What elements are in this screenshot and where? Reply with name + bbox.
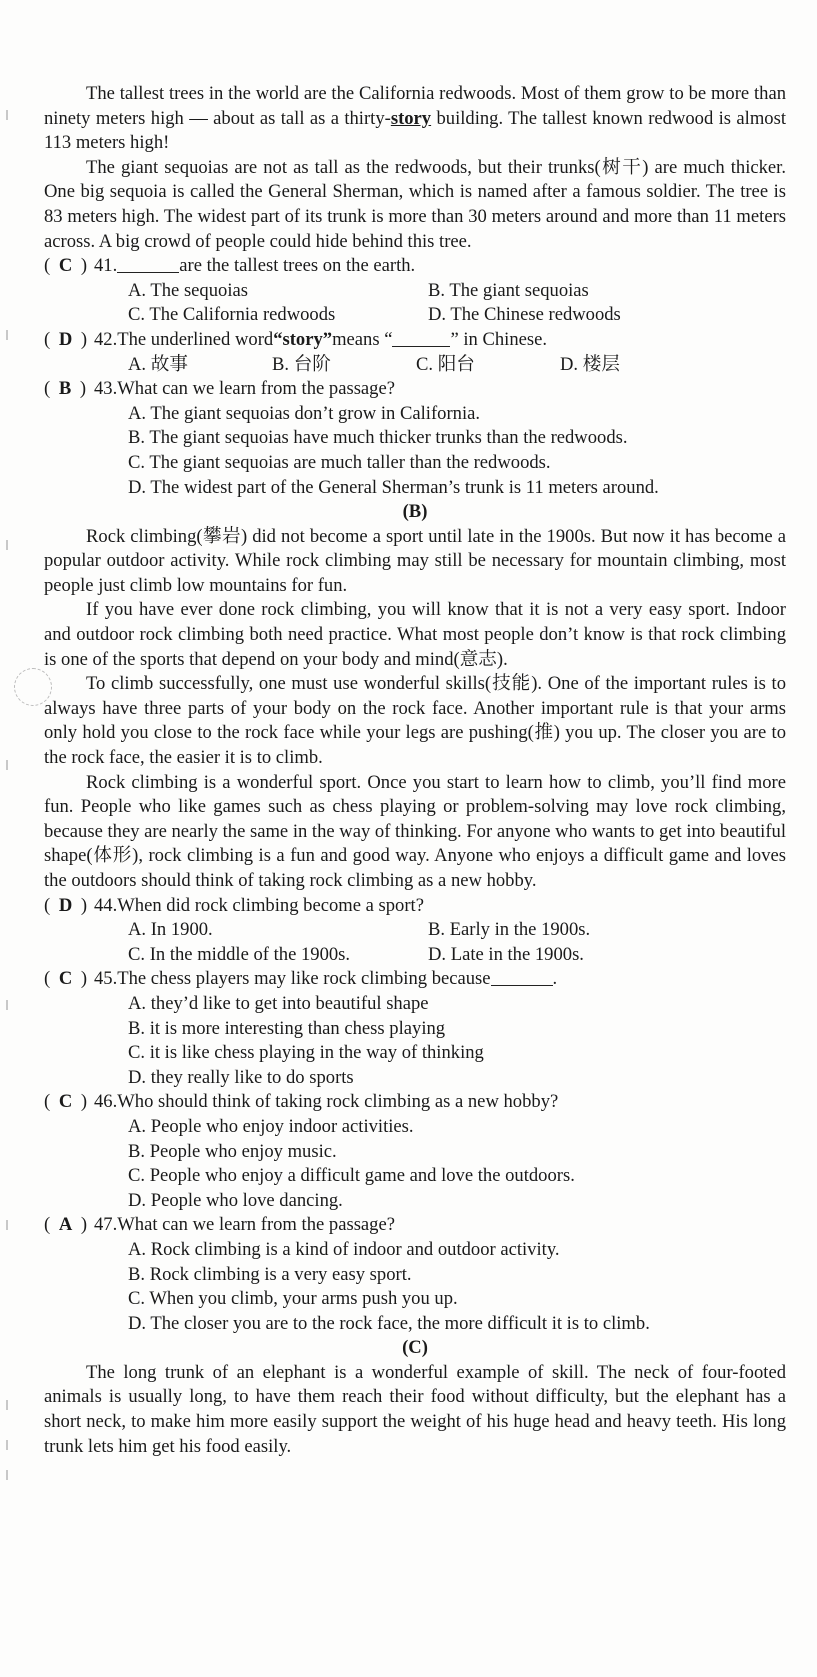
options-47 [128,1238,786,1336]
answer-letter: D [58,328,73,350]
option-a: A. they’d like to get into beautiful shape [128,992,429,1014]
answer-bracket: ( B ) [44,378,87,400]
bold-word: “story” [273,328,333,350]
passage-a-paragraph-2: The giant sequoias are not as tall as the redwoods, but their trunks(树干) are much thicker. One big sequoia is called the General Sherman, which is named after a famous soldier. The tree is 83 meters high. The widest part of its trunk is more than 30 meters around and more than 11 meters across. A big crowd of people could hide behind this tree. [44,156,786,252]
question-text: are the tallest trees on the earth. [179,255,416,277]
option-c: C. In the middle of the 1900s. [128,943,351,965]
question-text: What can we learn from the passage? [117,1214,395,1236]
answer-letter: A [58,1214,73,1236]
options-46 [128,1115,786,1213]
question-46 [44,1090,786,1115]
answer-blank [117,254,179,273]
answer-blank [491,967,553,986]
question-text: What can we learn from the passage? [117,378,395,400]
answer-letter: B [58,378,72,400]
option-d: D. The closer you are to the rock face, the more difficult it is to climb. [128,1312,650,1334]
question-number: 46. [94,1091,118,1113]
text: building. The tallest known redwood is almost 113 meters high! [44,107,786,154]
passage-b-paragraph-3: To climb successfully, one must use wonderful skills(技能). One of the important rules is to always have three parts of your body on the rock face. Another important rule is that your arms only hold you close to the rock face while your legs are pushing(推) you up. The closer you are to the rock face, the easier it is to climb. [44,673,786,769]
question-number: 43. [94,378,118,400]
options-45 [128,992,786,1090]
passage-b-paragraph-4: Rock climbing is a wonderful sport. Once you start to learn how to climb, you’ll find more fun. People who like games such as chess playing or problem-solving may love rock climbing, because they are nearly the same in the way of thinking. For anyone who wants to get into beautiful shape(体形), rock climbing is a fun and good way. Anyone who enjoys a difficult game and loves the outdoors should think of taking rock climbing as a new hobby. [44,771,786,891]
answer-bracket: ( C ) [44,1091,88,1113]
options-44 [128,918,786,967]
answer-bracket: ( D ) [44,328,88,350]
question-text: When did rock climbing become a sport? [117,894,424,916]
question-text: ” in Chinese. [450,328,548,350]
options-43 [128,402,786,500]
question-42 [44,328,786,353]
option-a: A. The giant sequoias don’t grow in California. [128,402,481,424]
option-c: C. The California redwoods [128,304,336,326]
binding-margin [6,0,10,1677]
question-44 [44,894,786,919]
question-text: Who should think of taking rock climbing as a new hobby? [117,1091,559,1113]
question-text: means “ [332,328,393,350]
question-text: . [552,968,558,990]
answer-letter: D [58,894,73,916]
question-number: 45. [94,968,118,990]
question-number: 42. [94,328,118,350]
option-c: C. 阳台 [416,353,475,375]
option-a: A. Rock climbing is a kind of indoor and outdoor activity. [128,1238,560,1260]
answer-letter: C [58,255,73,277]
question-number: 41. [94,255,118,277]
question-43 [44,377,786,402]
options-41 [128,279,786,328]
passage-b-paragraph-1: Rock climbing(攀岩) did not become a sport until late in the 1900s. But now it has become a popular outdoor activity. While rock climbing may still be necessary for mountain climbing, most people just climb low mountains for fun. [44,525,786,596]
underlined-word-story: story [390,107,432,129]
option-d: D. The widest part of the General Sherman’s trunk is 11 meters around. [128,476,659,498]
answer-bracket: ( D ) [44,894,88,916]
option-d: D. Late in the 1900s. [428,943,584,965]
question-number: 44. [94,894,118,916]
section-c-heading: (C) [402,1337,428,1359]
answer-letter: C [58,968,73,990]
question-45 [44,967,786,992]
option-a: A. 故事 [128,353,188,375]
option-d: D. People who love dancing. [128,1189,343,1211]
passage-c-paragraph-1: The long trunk of an elephant is a wonderful example of skill. The neck of four-footed animals is usually long, to have them reach their food without difficulty, but the elephant has a short neck, to make him more easily support the weight of his huge head and heavy teeth. His long trunk lets him get his food easily. [44,1361,786,1457]
option-b: B. The giant sequoias have much thicker trunks than the redwoods. [128,427,628,449]
answer-blank [392,328,450,347]
question-47 [44,1213,786,1238]
option-c: C. People who enjoy a difficult game and love the outdoors. [128,1165,575,1187]
text: The tallest trees in the world are the California redwoods. Most of them grow to be more than ninety meters high — about as tall as a thirty- [44,83,786,129]
option-b: B. 台阶 [272,353,331,375]
option-b: B. it is more interesting than chess playing [128,1017,446,1039]
options-42 [128,353,786,378]
option-a: A. In 1900. [128,919,213,941]
page-content [44,82,786,1459]
option-b: B. Early in the 1900s. [428,919,591,941]
question-text: The underlined word [117,328,274,350]
option-d: D. 楼层 [560,353,620,375]
answer-bracket: ( A ) [44,1214,88,1236]
option-d: D. The Chinese redwoods [428,304,621,326]
option-c: C. The giant sequoias are much taller than the redwoods. [128,451,551,473]
answer-letter: C [58,1091,73,1113]
section-b-heading: (B) [402,501,428,523]
option-c: C. it is like chess playing in the way of thinking [128,1042,484,1064]
passage-a-paragraph-1 [44,82,786,156]
option-d: D. they really like to do sports [128,1066,354,1088]
option-c: C. When you climb, your arms push you up. [128,1288,458,1310]
answer-bracket: ( C ) [44,968,88,990]
option-b: B. People who enjoy music. [128,1140,337,1162]
answer-bracket: ( C ) [44,255,88,277]
option-b: B. Rock climbing is a very easy sport. [128,1263,412,1285]
option-b: B. The giant sequoias [428,279,589,301]
question-41 [44,254,786,279]
option-a: A. People who enjoy indoor activities. [128,1115,414,1137]
option-a: A. The sequoias [128,279,248,301]
question-number: 47. [94,1214,118,1236]
passage-b-paragraph-2: If you have ever done rock climbing, you will know that it is not a very easy sport. Indoor and outdoor rock climbing both need practice. What most people don’t know is that rock climbing is one of the sports that depend on your body and mind(意志). [44,599,786,670]
question-text: The chess players may like rock climbing because [117,968,491,990]
